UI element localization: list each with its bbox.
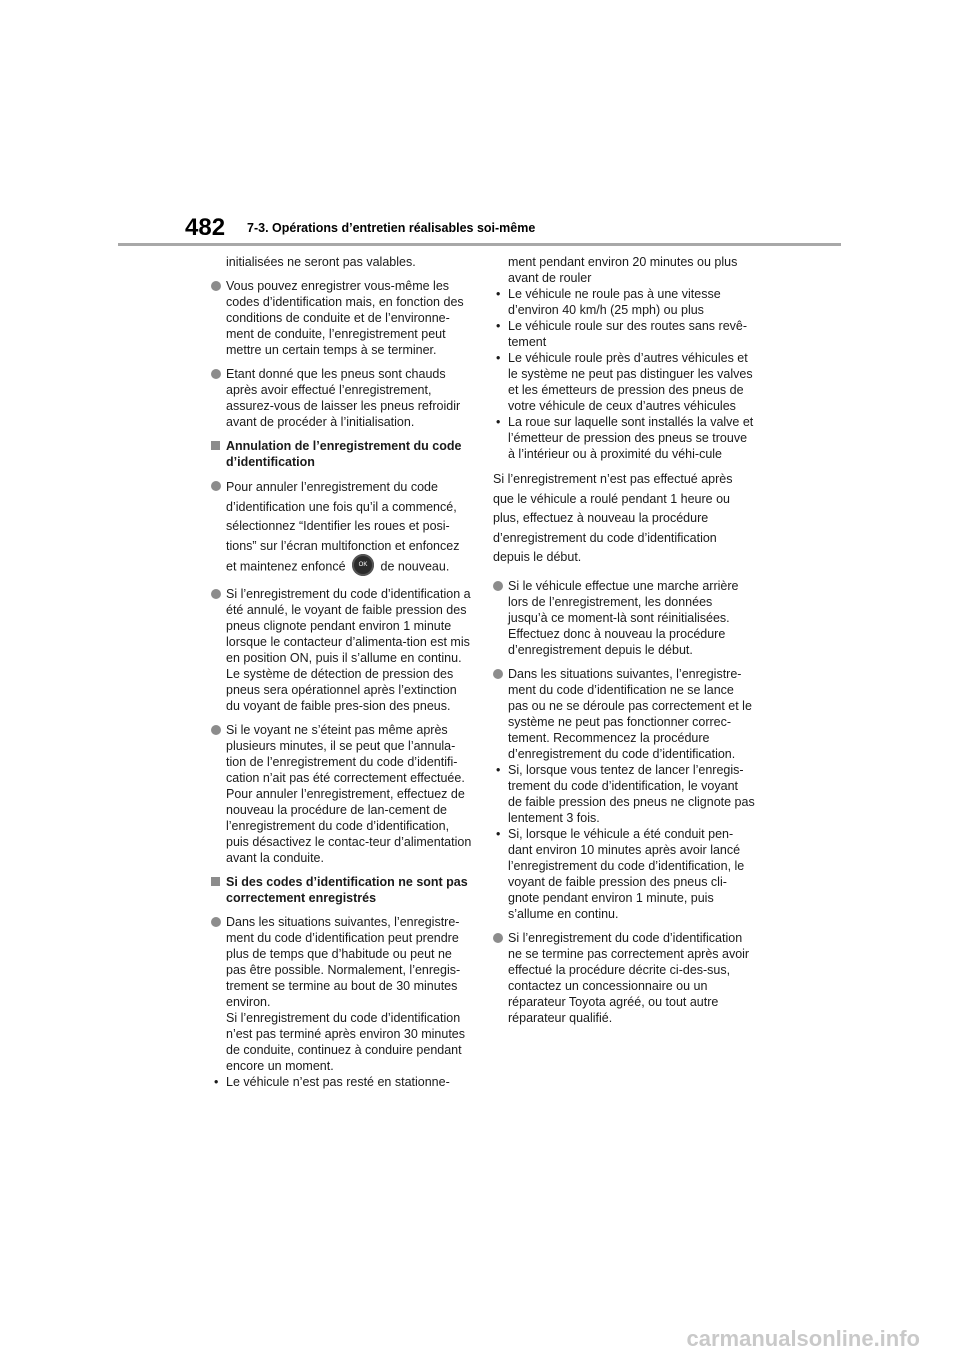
bullet-text: Dans les situations suivantes, l’enregistre-ment du code d’identification ne se lance pas ou ne se déroule pas correctement et le système ne peut pas fonctionner correc-tement. Recommencez la procédure d’enregistrement du code d’identification. — [508, 666, 752, 761]
bullet-item — [493, 666, 755, 762]
circle-bullet-icon — [493, 669, 503, 679]
dash-text: Si, lorsque vous tentez de lancer l’enregis-trement du code d’identification, le voyant de faible pression des pneus ne clignote pas lentement 3 fois. — [508, 762, 755, 825]
dash-item — [493, 762, 755, 826]
dash-bullet-icon: • — [496, 826, 501, 841]
left-column — [211, 254, 473, 1090]
bullet-item — [211, 586, 473, 714]
heading-text: Annulation de l’enregistrement du code d’identification — [226, 439, 462, 469]
ok-button-icon: OK — [352, 554, 374, 576]
dash-item — [211, 1074, 473, 1090]
dash-bullet-icon: • — [496, 319, 501, 333]
dash-bullet-icon: • — [496, 287, 501, 301]
bullet-text: Si l’enregistrement du code d’identification a été annulé, le voyant de faible pression des pneus clignote pendant environ 1 minute lorsque le contacteur d’alimenta-tion est mis en position ON, puis il s’allume en continu. Le système de détection de pression des pneus sera opérationnel après l’extinction du voyant de faible pres-sion des pneus. — [226, 587, 471, 713]
bullet-item — [211, 366, 473, 430]
dash-item — [493, 318, 755, 350]
circle-bullet-icon — [211, 281, 221, 291]
circle-bullet-icon — [493, 933, 503, 943]
bullet-item — [211, 722, 473, 866]
circle-bullet-icon — [493, 581, 503, 591]
bullet-text: Etant donné que les pneus sont chauds après avoir effectué l’enregistrement, assurez-vous de laisser les pneus refroidir avant de procéder à l’initialisation. — [226, 367, 461, 429]
paragraph: Si l’enregistrement n’est pas effectué après que le véhicule a roulé pendant 1 heure ou plus, effectuez à nouveau la procédure d’enregistrement du code d’identification depuis le début. — [493, 472, 733, 564]
header-divider — [118, 243, 841, 246]
dash-item — [493, 286, 755, 318]
right-column — [493, 254, 755, 1034]
dash-bullet-icon: • — [496, 762, 501, 777]
heading-text: Si des codes d’identification ne sont pas correctement enregistrés — [226, 875, 468, 905]
subsection-heading — [211, 874, 473, 906]
subsection-heading — [211, 438, 473, 470]
continued-text: ment pendant environ 20 minutes ou plus avant de rouler — [508, 255, 738, 285]
dash-item — [493, 826, 755, 922]
square-bullet-icon — [211, 441, 220, 450]
dash-bullet-icon: • — [214, 1075, 219, 1089]
dash-item — [493, 414, 755, 462]
dash-text: Le véhicule roule près d’autres véhicules et le système ne peut pas distinguer les valves et les émetteurs de pression des pneus de votre véhicule de ceux d’autres véhicules — [508, 351, 753, 413]
dash-text: La roue sur laquelle sont installés la valve et l’émetteur de pression des pneus se trouve à l’intérieur ou à proximité du véhi-cule — [508, 415, 754, 461]
watermark: carmanualsonline.info — [686, 1326, 920, 1351]
bullet-text: Dans les situations suivantes, l’enregistre-ment du code d’identification peut prendre plus de temps que d’habitude ou peut ne pas être possible. Normalement, l’enregis-trement se termine au bout de 30 minutes environ. — [226, 915, 461, 1009]
bullet-item — [211, 914, 473, 1074]
bullet-item — [493, 578, 755, 658]
circle-bullet-icon — [211, 589, 221, 599]
bullet-item — [211, 478, 473, 578]
circle-bullet-icon — [211, 917, 221, 927]
circle-bullet-icon — [211, 369, 221, 379]
bullet-text: Si l’enregistrement du code d’identification n’est pas terminé après environ 30 minutes de conduite, continuez à conduire pendant encore un moment. — [226, 1011, 466, 1073]
dash-text: Le véhicule ne roule pas à une vitesse d’environ 40 km/h (25 mph) ou plus — [508, 287, 721, 317]
section-title: 7-3. Opérations d’entretien réalisables soi-même — [247, 221, 536, 235]
bullet-text: Si l’enregistrement du code d’identification ne se termine pas correctement après avoir effectué la procédure décrite ci-des-sus, contactez un concessionnaire ou un réparateur Toyota agréé, ou tout autre réparateur qualifié. — [508, 930, 750, 1025]
dash-bullet-icon: • — [496, 351, 501, 365]
bullet-text: Vous pouvez enregistrer vous-même les codes d’identification mais, en fonction des conditions de conduite et de l’environne-ment de conduite, l’enregistrement peut mettre un certain temps à se terminer. — [226, 279, 464, 357]
dash-text: Le véhicule roule sur des routes sans revê-tement — [508, 319, 748, 349]
bullet-text-end: de nouveau. — [380, 559, 450, 574]
bullet-text: Si le véhicule effectue une marche arrière lors de l’enregistrement, les données jusqu’à ce moment-là sont réinitialisées. Effectuez donc à nouveau la procédure d’enregistrement depuis le début. — [508, 578, 739, 657]
bullet-item — [211, 278, 473, 358]
circle-bullet-icon — [211, 725, 221, 735]
dash-text: Si, lorsque le véhicule a été conduit pen-dant environ 10 minutes après avoir lancé l’enregistrement du code d’identification, le voyant de faible pression des pneus cli-gnote pendant environ 1 minute, puis s’allume en continu. — [508, 826, 745, 921]
page-number: 482 — [185, 214, 226, 241]
bullet-text: Pour annuler l’enregistrement du code d’identification une fois qu’il a commencé, sélectionnez “Identifier les roues et posi-tions” sur l’écran multifonction et enfoncez et maintenez enfoncé — [226, 480, 460, 574]
bullet-item — [493, 930, 755, 1026]
continued-text: initialisées ne seront pas valables. — [226, 255, 416, 269]
dash-text: Le véhicule n’est pas resté en stationne- — [226, 1075, 450, 1089]
square-bullet-icon — [211, 877, 220, 886]
circle-bullet-icon — [211, 481, 221, 491]
dash-bullet-icon: • — [496, 415, 501, 429]
bullet-text: Si le voyant ne s’éteint pas même après plusieurs minutes, il se peut que l’annula-tion de l’enregistrement du code d’identifi-cation n’ait pas été correctement effectuée. Pour annuler l’enregistrement, effectuez de nouveau la procédure de lan-cement de l’enregistrement du code d’identification, puis désactivez le contac-teur d’alimentation avant la conduite. — [226, 723, 472, 865]
dash-item — [493, 350, 755, 414]
